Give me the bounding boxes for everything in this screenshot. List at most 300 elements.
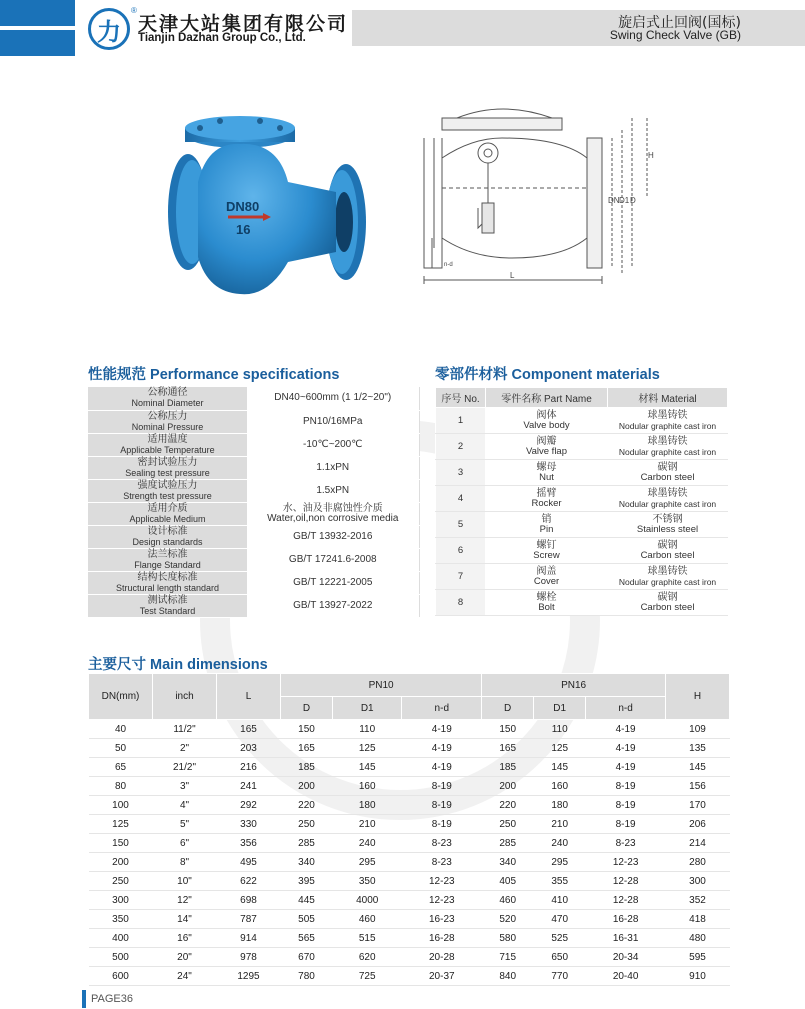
component-name: [486, 512, 608, 538]
dimension-cell: 4-19: [402, 758, 482, 777]
dimension-cell: 12-28: [586, 891, 666, 910]
dimension-cell: 20-37: [402, 967, 482, 986]
dimension-cell: 460: [482, 891, 534, 910]
dimension-cell: 250: [482, 815, 534, 834]
spec-value: -10℃~200℃: [303, 438, 363, 450]
spec-label-en: Nominal Diameter: [131, 398, 204, 409]
dimension-cell: 80: [89, 777, 153, 796]
dimension-cell: 725: [333, 967, 402, 986]
performance-row: [88, 456, 419, 479]
dimension-cell: 160: [534, 777, 586, 796]
dimension-cell: 8-19: [402, 815, 482, 834]
component-no: 4: [436, 486, 486, 512]
spec-label-en: Applicable Temperature: [120, 444, 215, 455]
dimension-cell: 352: [666, 891, 730, 910]
dimension-cell: 595: [666, 948, 730, 967]
dimension-cell: 16-23: [402, 910, 482, 929]
page-accent-mark: [82, 990, 86, 1008]
dimension-cell: 145: [333, 758, 402, 777]
component-row: [436, 538, 728, 564]
dimension-cell: 2": [153, 739, 217, 758]
dimension-cell: 622: [217, 872, 281, 891]
dimension-cell: 165: [281, 739, 333, 758]
spec-value: GB/T 13932-2016: [293, 530, 373, 542]
performance-row: [88, 525, 419, 548]
component-material-cn: 球墨铸铁: [647, 410, 688, 421]
dimension-cell: 418: [666, 910, 730, 929]
dimension-cell: 445: [281, 891, 333, 910]
spec-label: [88, 594, 247, 617]
dimension-cell: 240: [333, 834, 402, 853]
dimension-cell: 580: [482, 929, 534, 948]
dimension-cell: 4-19: [402, 739, 482, 758]
dimension-cell: 12": [153, 891, 217, 910]
dimension-cell: 100: [89, 796, 153, 815]
dimension-row: [89, 834, 730, 853]
component-row: [436, 512, 728, 538]
dimension-cell: 8-23: [402, 853, 482, 872]
spec-label-cn: 强度试验压力: [137, 479, 198, 491]
component-row: [436, 460, 728, 486]
component-no: 7: [436, 564, 486, 590]
spec-value: GB/T 12221-2005: [293, 576, 373, 588]
component-material-en: Nodular graphite cast iron: [618, 447, 717, 457]
dimension-cell: 670: [281, 948, 333, 967]
spec-label-cn: 适用介质: [147, 502, 188, 514]
dimension-cell: 840: [482, 967, 534, 986]
spec-label-en: Flange Standard: [134, 559, 201, 570]
dimension-cell: 698: [217, 891, 281, 910]
dimension-cell: 109: [666, 720, 730, 739]
col-header-inch: inch: [153, 674, 217, 720]
spec-label: [88, 456, 247, 479]
spec-label-cn: 公称压力: [147, 410, 188, 422]
dimension-cell: 16-28: [586, 910, 666, 929]
valve-product-image: [168, 112, 368, 302]
dimension-cell: 350: [89, 910, 153, 929]
component-material-cn: 不锈钢: [652, 514, 683, 525]
dimension-row: [89, 929, 730, 948]
dimension-cell: 11/2": [153, 720, 217, 739]
dimension-cell: 495: [217, 853, 281, 872]
spec-value-cell: [247, 571, 419, 594]
dimension-cell: 285: [482, 834, 534, 853]
dimension-cell: 4-19: [586, 739, 666, 758]
dimension-cell: 125: [534, 739, 586, 758]
dimension-cell: 12-23: [586, 853, 666, 872]
component-name-cn: 阀体: [536, 410, 557, 421]
spec-label-en: Structural length standard: [115, 582, 220, 593]
dimensions-table: [88, 673, 730, 986]
dimension-cell: 203: [217, 739, 281, 758]
spec-label-cn: 设计标准: [147, 525, 188, 537]
spec-label-en: Design standards: [132, 536, 203, 547]
dimension-cell: 150: [89, 834, 153, 853]
company-logo: [88, 8, 130, 50]
dimension-cell: 16": [153, 929, 217, 948]
performance-section-title: [88, 363, 339, 384]
dimension-cell: 12-23: [402, 872, 482, 891]
dimension-cell: 160: [333, 777, 402, 796]
components-title-en: Component materials: [511, 367, 660, 383]
dimension-row: [89, 815, 730, 834]
dimension-cell: 50: [89, 739, 153, 758]
spec-value-cell: [247, 456, 419, 479]
component-material-en: Nodular graphite cast iron: [618, 577, 717, 587]
component-no: 8: [436, 590, 486, 616]
component-material-cn: 球墨铸铁: [647, 488, 688, 499]
dimension-cell: 145: [666, 758, 730, 777]
component-name-cn: 螺母: [536, 462, 557, 473]
dimension-cell: 241: [217, 777, 281, 796]
dimension-cell: 770: [534, 967, 586, 986]
performance-title-cn: 性能规范: [88, 367, 146, 383]
dimension-cell: 16-31: [586, 929, 666, 948]
component-material-cn: 碳钢: [657, 540, 678, 551]
spec-value: DN40~600mm (1 1/2~20"): [274, 392, 392, 404]
components-table: [435, 387, 728, 616]
dimension-cell: 10": [153, 872, 217, 891]
dimension-cell: 340: [482, 853, 534, 872]
spec-label-en: Sealing test pressure: [125, 467, 210, 478]
component-name-en: Valve body: [523, 420, 570, 431]
dim-label-h: H: [648, 151, 654, 160]
product-title-cn: 旋启式止回阀(国标): [618, 15, 741, 31]
company-name-cn: 天津大站集团有限公司: [138, 13, 349, 35]
component-row: [436, 408, 728, 434]
dimension-cell: 12-23: [402, 891, 482, 910]
component-material-cn: 碳钢: [657, 462, 678, 473]
dimension-cell: 340: [281, 853, 333, 872]
spec-label-en: Strength test pressure: [123, 490, 212, 501]
dimension-cell: 165: [482, 739, 534, 758]
dimension-cell: 40: [89, 720, 153, 739]
spec-label-en: Applicable Medium: [129, 513, 206, 524]
performance-row: [88, 571, 419, 594]
col-header-pn10-d1: D1: [333, 697, 402, 720]
dimension-cell: 16-28: [402, 929, 482, 948]
dimension-cell: 350: [333, 872, 402, 891]
spec-value: PN10/16MPa: [303, 415, 363, 427]
dimension-cell: 410: [534, 891, 586, 910]
dimension-cell: 1295: [217, 967, 281, 986]
components-section-title: [435, 363, 660, 384]
dimension-cell: 715: [482, 948, 534, 967]
component-material-en: Stainless steel: [636, 524, 699, 535]
dimension-cell: 65: [89, 758, 153, 777]
spec-label-en: Nominal Pressure: [131, 421, 204, 432]
dimension-row: [89, 910, 730, 929]
component-row: [436, 486, 728, 512]
spec-label: [88, 525, 247, 548]
spec-label-cn: 密封试验压力: [137, 456, 198, 468]
component-material-en: Nodular graphite cast iron: [618, 499, 717, 509]
component-material: [608, 434, 728, 460]
dimension-cell: 280: [666, 853, 730, 872]
dimension-cell: 4000: [333, 891, 402, 910]
logo-glyph: 力: [97, 17, 121, 46]
col-header-pn10: PN10: [281, 674, 482, 697]
dimension-cell: 210: [534, 815, 586, 834]
dim-label-nd: n-d: [444, 262, 453, 268]
spec-value: 1.1xPN: [316, 461, 350, 473]
dimension-cell: 470: [534, 910, 586, 929]
component-material: [608, 486, 728, 512]
spec-label-en: Test Standard: [139, 605, 196, 616]
dimension-row: [89, 948, 730, 967]
component-no: 6: [436, 538, 486, 564]
component-material: [608, 512, 728, 538]
dimension-cell: 480: [666, 929, 730, 948]
dimension-cell: 787: [217, 910, 281, 929]
performance-row: [88, 548, 419, 571]
dim-label-d: D: [630, 196, 636, 205]
spec-value-cell: [247, 433, 419, 456]
component-name: [486, 590, 608, 616]
dimension-cell: 330: [217, 815, 281, 834]
component-material-cn: 球墨铸铁: [647, 566, 688, 577]
dimension-cell: 405: [482, 872, 534, 891]
dimension-cell: 185: [482, 758, 534, 777]
spec-label-cn: 测试标准: [147, 594, 188, 606]
dimension-cell: 8": [153, 853, 217, 872]
dimension-cell: 8-23: [402, 834, 482, 853]
col-header-pn16-d1: D1: [534, 697, 586, 720]
component-no: 5: [436, 512, 486, 538]
spec-label: [88, 410, 247, 433]
performance-row: [88, 433, 419, 456]
dimension-cell: 910: [666, 967, 730, 986]
dimension-row: [89, 758, 730, 777]
component-row: [436, 434, 728, 460]
dimension-cell: 650: [534, 948, 586, 967]
spec-value: 水、油及非腐蚀性介质: [282, 502, 383, 514]
spec-label: [88, 387, 247, 410]
dimension-cell: 125: [89, 815, 153, 834]
dimension-cell: 4-19: [586, 720, 666, 739]
pn-cast-label: 16: [236, 222, 251, 237]
component-name-en: Valve flap: [525, 446, 567, 457]
performance-table: [88, 387, 420, 618]
spec-value: GB/T 17241.6-2008: [288, 553, 377, 565]
dimension-cell: 170: [666, 796, 730, 815]
dimension-row: [89, 872, 730, 891]
component-name-cn: 螺栓: [536, 592, 557, 603]
dim-label-dn: DN: [608, 196, 620, 205]
product-title-en: Swing Check Valve (GB): [609, 28, 741, 42]
col-header-pn16-d: D: [482, 697, 534, 720]
col-header-pn10-nd: n-d: [402, 697, 482, 720]
component-name-en: Nut: [539, 472, 554, 483]
spec-label-cn: 公称通径: [147, 387, 188, 399]
component-name-en: Pin: [539, 524, 554, 535]
component-material: [608, 590, 728, 616]
dimension-row: [89, 796, 730, 815]
header-accent-bar: [0, 0, 75, 56]
component-material-cn: 球墨铸铁: [647, 436, 688, 447]
spec-label: [88, 548, 247, 571]
dimension-row: [89, 720, 730, 739]
dimension-row: [89, 739, 730, 758]
dimension-cell: 460: [333, 910, 402, 929]
dimension-cell: 12-28: [586, 872, 666, 891]
dimension-cell: 8-19: [402, 777, 482, 796]
dimension-cell: 4": [153, 796, 217, 815]
dimension-cell: 8-19: [586, 777, 666, 796]
performance-row: [88, 479, 419, 502]
component-material-cn: 碳钢: [657, 592, 678, 603]
dimension-cell: 21/2": [153, 758, 217, 777]
dimension-cell: 285: [281, 834, 333, 853]
dimensions-title-en: Main dimensions: [150, 657, 268, 673]
component-material-en: Carbon steel: [640, 550, 695, 561]
dim-label-l: L: [510, 271, 515, 280]
spec-value-cell: [247, 479, 419, 502]
component-row: [436, 564, 728, 590]
dimension-cell: 780: [281, 967, 333, 986]
dimension-cell: 20": [153, 948, 217, 967]
dimension-cell: 250: [89, 872, 153, 891]
spec-value: GB/T 13927-2022: [293, 599, 373, 611]
component-material-en: Nodular graphite cast iron: [618, 421, 717, 431]
dimension-cell: 295: [534, 853, 586, 872]
component-name-cn: 阀盖: [536, 566, 557, 577]
dimension-cell: 8-19: [402, 796, 482, 815]
dimension-cell: 295: [333, 853, 402, 872]
dimension-cell: 6": [153, 834, 217, 853]
dimension-cell: 565: [281, 929, 333, 948]
col-header-pn16-nd: n-d: [586, 697, 666, 720]
component-name-en: Screw: [533, 550, 560, 561]
spec-value-cell: [247, 387, 419, 410]
dimension-cell: 20-40: [586, 967, 666, 986]
spec-value-cell: [247, 525, 419, 548]
dimensions-title-cn: 主要尺寸: [88, 657, 146, 673]
col-header-pn10-d: D: [281, 697, 333, 720]
dim-label-d1: D1: [619, 196, 630, 205]
component-name-cn: 销: [541, 514, 552, 525]
spec-label-cn: 适用温度: [147, 433, 188, 445]
component-name-cn: 阀瓣: [536, 436, 557, 447]
component-name: [486, 486, 608, 512]
spec-label: [88, 433, 247, 456]
page-number: PAGE36: [91, 993, 133, 1005]
company-name-en: Tianjin Dazhan Group Co., Ltd.: [138, 32, 306, 44]
dimension-cell: 525: [534, 929, 586, 948]
col-header-part: 零件名称 Part Name: [486, 388, 608, 408]
dimension-cell: 200: [281, 777, 333, 796]
dimension-cell: 20-28: [402, 948, 482, 967]
dimension-row: [89, 853, 730, 872]
spec-value-cell: [247, 502, 419, 525]
col-header-pn16: PN16: [482, 674, 666, 697]
registered-mark: ®: [131, 6, 137, 15]
col-header-dn: DN(mm): [89, 674, 153, 720]
component-row: [436, 590, 728, 616]
dimension-cell: 355: [534, 872, 586, 891]
performance-row: [88, 502, 419, 525]
component-name-en: Bolt: [538, 602, 555, 613]
component-material: [608, 460, 728, 486]
component-material-en: Carbon steel: [640, 472, 695, 483]
col-header-h: H: [666, 674, 730, 720]
dimension-cell: 356: [217, 834, 281, 853]
dimension-cell: 165: [217, 720, 281, 739]
dimension-cell: 135: [666, 739, 730, 758]
dimension-cell: 8-23: [586, 834, 666, 853]
component-no: 3: [436, 460, 486, 486]
dimension-cell: 500: [89, 948, 153, 967]
dimension-row: [89, 891, 730, 910]
col-header-material: 材料 Material: [608, 388, 728, 408]
spec-value-en: Water,oil,non corrosive media: [267, 512, 399, 524]
component-material-en: Carbon steel: [640, 602, 695, 613]
valve-section-drawing: [412, 98, 682, 294]
spec-value: 1.5xPN: [316, 484, 350, 496]
spec-label-cn: 法兰标准: [147, 548, 188, 560]
dn-cast-label: DN80: [226, 199, 260, 214]
dimension-cell: 600: [89, 967, 153, 986]
dimension-cell: 220: [281, 796, 333, 815]
component-name: [486, 434, 608, 460]
component-material: [608, 408, 728, 434]
dimension-cell: 145: [534, 758, 586, 777]
component-name-cn: 摇臂: [536, 488, 557, 499]
dimension-cell: 180: [333, 796, 402, 815]
performance-row: [88, 387, 419, 410]
col-header-l: L: [217, 674, 281, 720]
component-material: [608, 538, 728, 564]
dimension-cell: 110: [534, 720, 586, 739]
spec-value-cell: [247, 548, 419, 571]
dimension-cell: 210: [333, 815, 402, 834]
spec-label-cn: 结构长度标准: [137, 571, 198, 583]
dimension-cell: 3": [153, 777, 217, 796]
spec-value-cell: [247, 594, 419, 617]
dimension-cell: 24": [153, 967, 217, 986]
dimension-cell: 20-34: [586, 948, 666, 967]
dimensions-section-title: [88, 653, 268, 674]
dimension-cell: 14": [153, 910, 217, 929]
col-header-no: 序号 No.: [436, 388, 486, 408]
spec-label: [88, 571, 247, 594]
spec-label: [88, 502, 247, 525]
component-name-en: Cover: [533, 576, 560, 587]
component-name-cn: 螺钉: [536, 540, 557, 551]
dimension-cell: 300: [89, 891, 153, 910]
dimension-cell: 520: [482, 910, 534, 929]
dimension-cell: 214: [666, 834, 730, 853]
component-name: [486, 408, 608, 434]
performance-title-en: Performance specifications: [150, 367, 340, 383]
dimension-cell: 8-19: [586, 815, 666, 834]
dimension-cell: 250: [281, 815, 333, 834]
dimension-cell: 220: [482, 796, 534, 815]
component-name: [486, 460, 608, 486]
spec-label: [88, 479, 247, 502]
dimension-cell: 515: [333, 929, 402, 948]
dimension-cell: 125: [333, 739, 402, 758]
dimension-cell: 914: [217, 929, 281, 948]
component-name: [486, 538, 608, 564]
component-material: [608, 564, 728, 590]
dimension-cell: 5": [153, 815, 217, 834]
dimension-cell: 110: [333, 720, 402, 739]
dimension-cell: 395: [281, 872, 333, 891]
dimension-cell: 292: [217, 796, 281, 815]
dimension-cell: 216: [217, 758, 281, 777]
dimension-cell: 620: [333, 948, 402, 967]
